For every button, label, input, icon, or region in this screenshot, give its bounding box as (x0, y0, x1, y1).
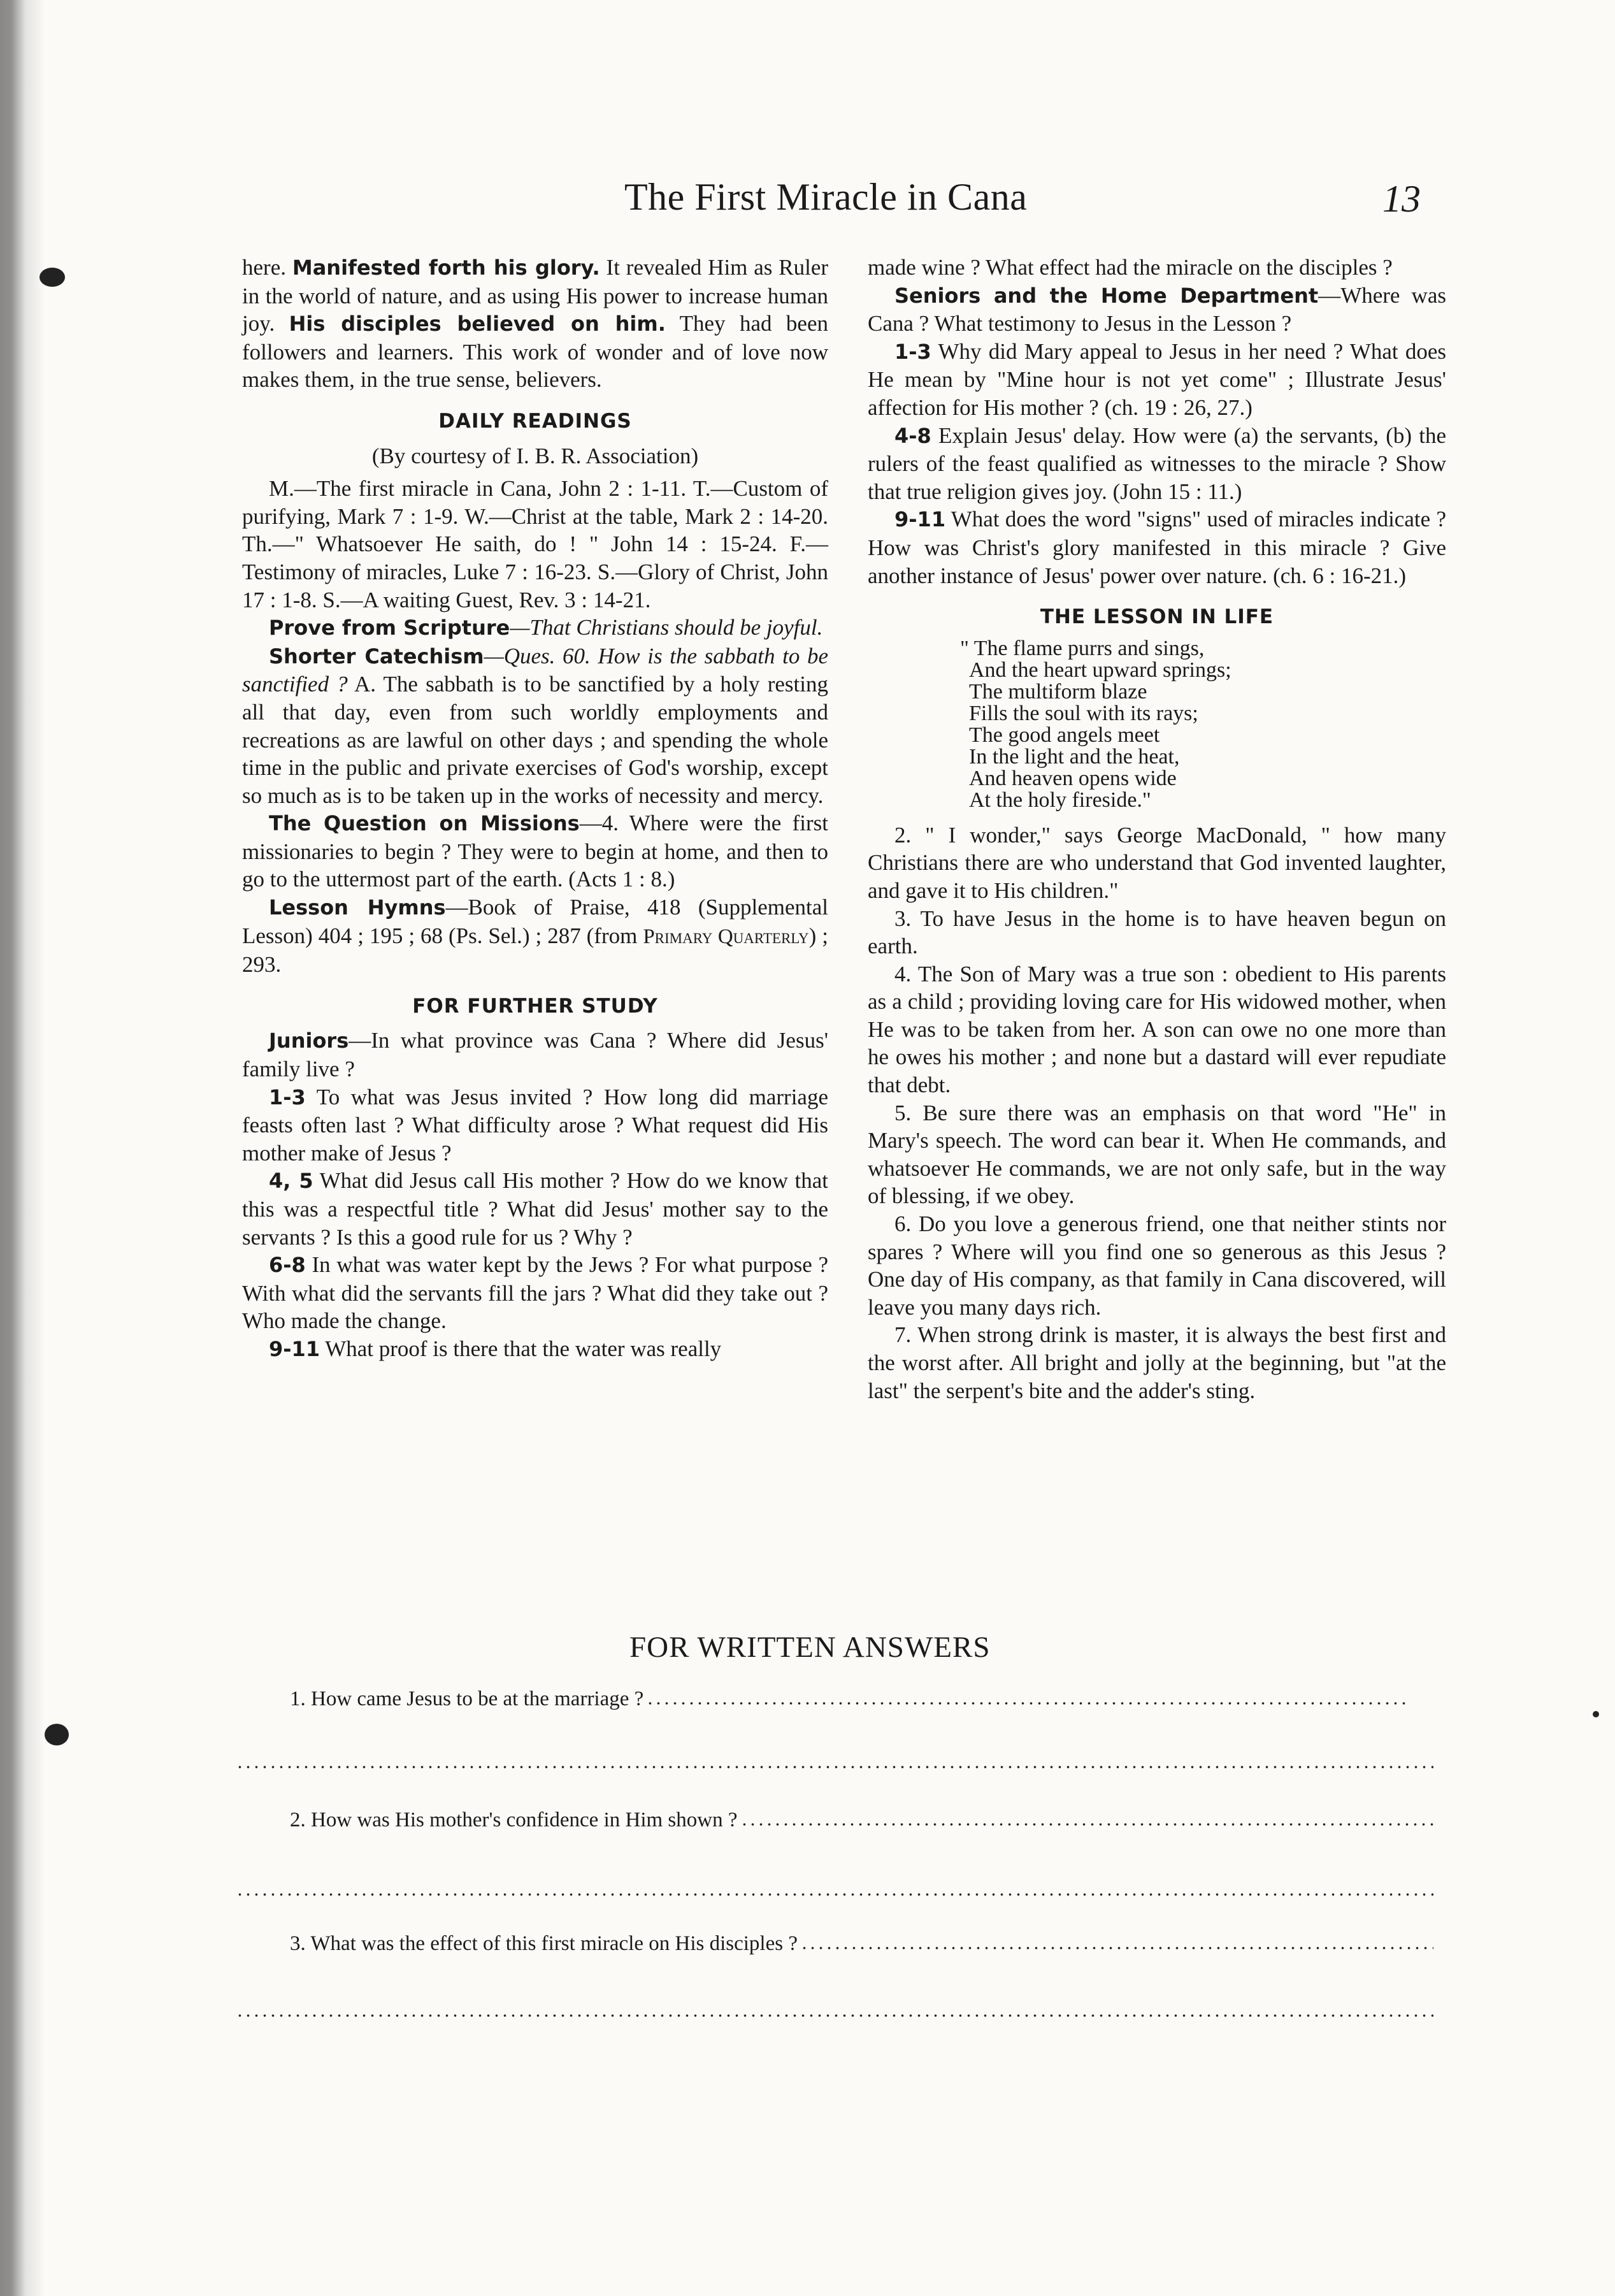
ink-smudge (1593, 1711, 1599, 1717)
life-point-4: 4. The Son of Mary was a true son : obedient to His parents as a child ; providing loving care for His widowed mother, when He was to be taken from her. A son can owe no one more than he owes his mother ; and none but a dastard will ever repudiate that debt. (868, 961, 1446, 1098)
intro-paragraph: here. Manifested forth his glory. It revealed Him as Ruler in the world of nature, and as using His power to increase human joy. His disciples believed on him. They had been followers and learners. This work of wonder and of love now makes them, in the true sense, believers. (242, 255, 829, 393)
scan-edge-shadow (0, 0, 45, 2296)
page-number: 13 (1382, 178, 1421, 220)
right-column (868, 254, 1446, 1404)
answer-line (740, 1823, 1434, 1826)
poem-line: In the light and the heat, (969, 744, 1180, 769)
answer-line (236, 1765, 1433, 1769)
lesson-hymns: Lesson Hymns—Book of Praise, 418 (Supplemental Lesson) 404 ; 195 ; 68 (Ps. Sel.) ; 287 (from Primary Quarterly) ; 293. (242, 895, 829, 978)
lesson-in-life-heading: THE LESSON IN LIFE (1040, 605, 1274, 629)
life-point-2: 2. " I wonder," says George MacDonald, " how many Christians there are who understand that God invented laughter, and gave it to His children." (868, 822, 1446, 903)
shorter-catechism: Shorter Catechism—Ques. 60. How is the sabbath to be sanctified ? A. The sabbath is to be sanctified by a holy resting all that day, even from such worldly employments and recreations as are lawful on other days ; and spending the whole time in the public and private exercises of God's worship, except so much as is to be taken up in the works of necessity and mercy. (242, 643, 829, 808)
poem-line: Fills the soul with its rays; (969, 701, 1198, 725)
poem-line: The good angels meet (969, 723, 1160, 747)
juniors-q-6-8: 6-8 In what was water kept by the Jews ? For what purpose ? With what did the servants fill the jars ? What did they take out ? Who made the change. (242, 1252, 829, 1334)
answer-line (236, 1893, 1433, 1896)
written-answers-title: FOR WRITTEN ANSWERS (629, 1631, 991, 1664)
running-title: The First Miracle in Cana (624, 176, 1028, 218)
juniors-section: Juniors—In what province was Cana ? Where did Jesus' family live ? (242, 1028, 828, 1082)
poem-line: And heaven opens wide (969, 766, 1177, 790)
ink-smudge (45, 1724, 69, 1745)
juniors-q-9-11: 9-11 What proof is there that the water was really (269, 1336, 722, 1361)
prove-from-scripture: Prove from Scripture—That Christians should be joyful. (269, 615, 823, 640)
poem-line: And the heart upward springs; (969, 658, 1231, 682)
answer-line (646, 1701, 1410, 1705)
poem-line: " The flame purrs and sings, (960, 636, 1205, 660)
written-question-2: 2. How was His mother's confidence in Him shown ? (290, 1809, 1433, 1832)
seniors-q-1-3: 1-3 Why did Mary appeal to Jesus in her need ? What does He mean by "Mine hour is not yet come" ; Illustrate Jesus' affection for His mother ? (ch. 19 : 26, 27.) (868, 338, 1446, 420)
answer-line (800, 1946, 1433, 1950)
life-point-7: 7. When strong drink is master, it is always the best first and the worst after. All bright and jolly at the beginning, but "at the last" the serpent's bite and the adder's sting. (868, 1322, 1446, 1403)
daily-readings-text: M.—The first miracle in Cana, John 2 : 1-11. T.—Custom of purifying, Mark 7 : 1-9. W.—Christ at the table, Mark 2 : 14-20. Th.—" Whatsoever He saith, do ! " John 14 : 15-24. F.—Testimony of miracles, Luke 7 : 16-23. S.—Glory of Christ, John 17 : 1-8. S.—A waiting Guest, Rev. 3 : 14-21. (242, 476, 828, 612)
juniors-continuation: made wine ? What effect had the miracle on the disciples ? (868, 255, 1393, 280)
further-study-heading: FOR FURTHER STUDY (412, 994, 658, 1018)
question-on-missions: The Question on Missions—4. Where were the first missionaries to begin ? They were to begin at home, and then to go to the uttermost part of the earth. (Acts 1 : 8.) (242, 811, 829, 892)
written-question-1: 1. How came Jesus to be at the marriage ? (290, 1687, 1433, 1711)
poem-line: The multiform blaze (969, 679, 1147, 704)
poem-line: At the holy fireside." (969, 788, 1151, 812)
answer-line (236, 2014, 1433, 2018)
juniors-q-4-5: 4, 5 What did Jesus call His mother ? How do we know that this was a respectful title ? What did Jesus' mother say to the servants ? Is this a good rule for us ? Why ? (242, 1168, 828, 1250)
ink-smudge (39, 268, 65, 287)
seniors-section: Seniors and the Home Department—Where was Cana ? What testimony to Jesus in the Lesson ? (868, 282, 1446, 336)
daily-readings-heading: DAILY READINGS (438, 409, 632, 433)
life-point-3: 3. To have Jesus in the home is to have heaven begun on earth. (868, 906, 1446, 959)
left-column (242, 254, 828, 1364)
written-question-3: 3. What was the effect of this first miracle on His disciples ? (290, 1932, 1433, 1956)
poem (868, 638, 1446, 811)
juniors-q-1-3: 1-3 To what was Jesus invited ? How long did marriage feasts often last ? What difficulty arose ? What request did His mother make of Jesus ? (242, 1084, 828, 1166)
seniors-q-9-11: 9-11 What does the word "signs" used of miracles indicate ? How was Christ's glory manifested in this miracle ? Give another instance of Jesus' power over nature. (ch. 6 : 16-21.) (868, 507, 1446, 588)
courtesy-line: (By courtesy of I. B. R. Association) (371, 443, 699, 468)
life-point-6: 6. Do you love a generous friend, one that neither stints nor spares ? Where will you find one so generous as this Jesus ? One day of His company, as that family in Cana discovered, will leave you many days rich. (868, 1211, 1446, 1320)
seniors-q-4-8: 4-8 Explain Jesus' delay. How were (a) the servants, (b) the rulers of the feast qualified as witnesses to the miracle ? Show that true religion gives joy. (John 15 : 11.) (868, 422, 1446, 504)
life-point-5: 5. Be sure there was an emphasis on that word "He" in Mary's speech. The word can bear it. When He commands, and whatsoever He commands, we are not only safe, but in the way of blessing, if we obey. (868, 1100, 1446, 1209)
